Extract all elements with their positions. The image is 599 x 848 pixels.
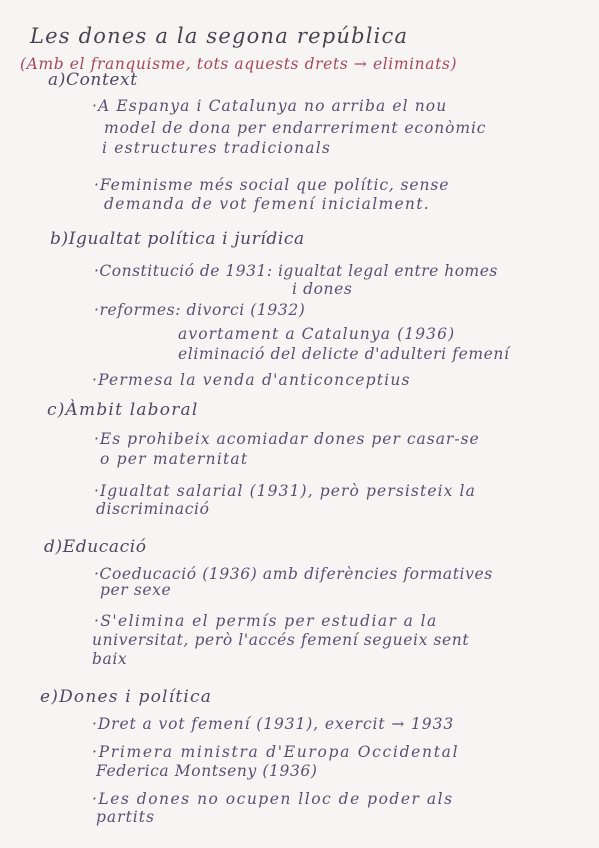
note-line: demanda de vot femení inicialment. <box>104 195 430 213</box>
note-line: partits <box>96 808 155 826</box>
note-line: model de dona per endarreriment econòmic <box>104 119 487 137</box>
note-line: ·S'elimina el permís per estudiar a la <box>94 612 438 630</box>
note-line: ·Les dones no ocupen lloc de poder als <box>92 790 454 808</box>
section-heading-labour: c)Àmbit laboral <box>47 400 199 420</box>
note-line: i estructures tradicionals <box>102 139 332 157</box>
page-subtitle: (Amb el franquisme, tots aquests drets → eliminats) <box>20 55 458 73</box>
note-line: per sexe <box>100 581 172 599</box>
section-heading-equality: b)Igualtat política i jurídica <box>50 229 305 249</box>
note-line: Federica Montseny (1936) <box>96 762 318 780</box>
note-line: discriminació <box>96 500 210 518</box>
note-line: o per maternitat <box>100 450 249 468</box>
note-line: ·A Espanya i Catalunya no arriba el nou <box>92 97 448 115</box>
note-line: ·Igualtat salarial (1931), però persisteix la <box>94 482 476 500</box>
note-line: ·Dret a vot femení (1931), exercit → 1933 <box>92 715 455 733</box>
note-line: ·Permesa la venda d'anticonceptius <box>92 371 411 389</box>
note-line: baix <box>92 650 128 668</box>
note-line: ·Feminisme més social que polític, sense <box>94 176 450 194</box>
note-line: ·Es prohibeix acomiadar dones per casar-se <box>94 430 480 448</box>
page-title: Les dones a la segona república <box>30 24 409 48</box>
note-line: ·Primera ministra d'Europa Occidental <box>92 743 460 761</box>
note-line: ·reformes: divorci (1932) <box>94 301 306 319</box>
section-heading-politics: e)Dones i política <box>40 687 213 707</box>
section-heading-context: a)Context <box>48 70 138 90</box>
section-heading-education: d)Educació <box>44 537 147 557</box>
note-line: ·Constitució de 1931: igualtat legal entre homes <box>94 262 498 280</box>
note-line: ·Coeducació (1936) amb diferències formatives <box>94 565 493 583</box>
note-line: eliminació del delicte d'adulteri femení <box>178 345 510 363</box>
note-line: i dones <box>292 280 353 298</box>
note-line: avortament a Catalunya (1936) <box>178 325 456 343</box>
note-line: universitat, però l'accés femení segueix sent <box>92 631 470 649</box>
